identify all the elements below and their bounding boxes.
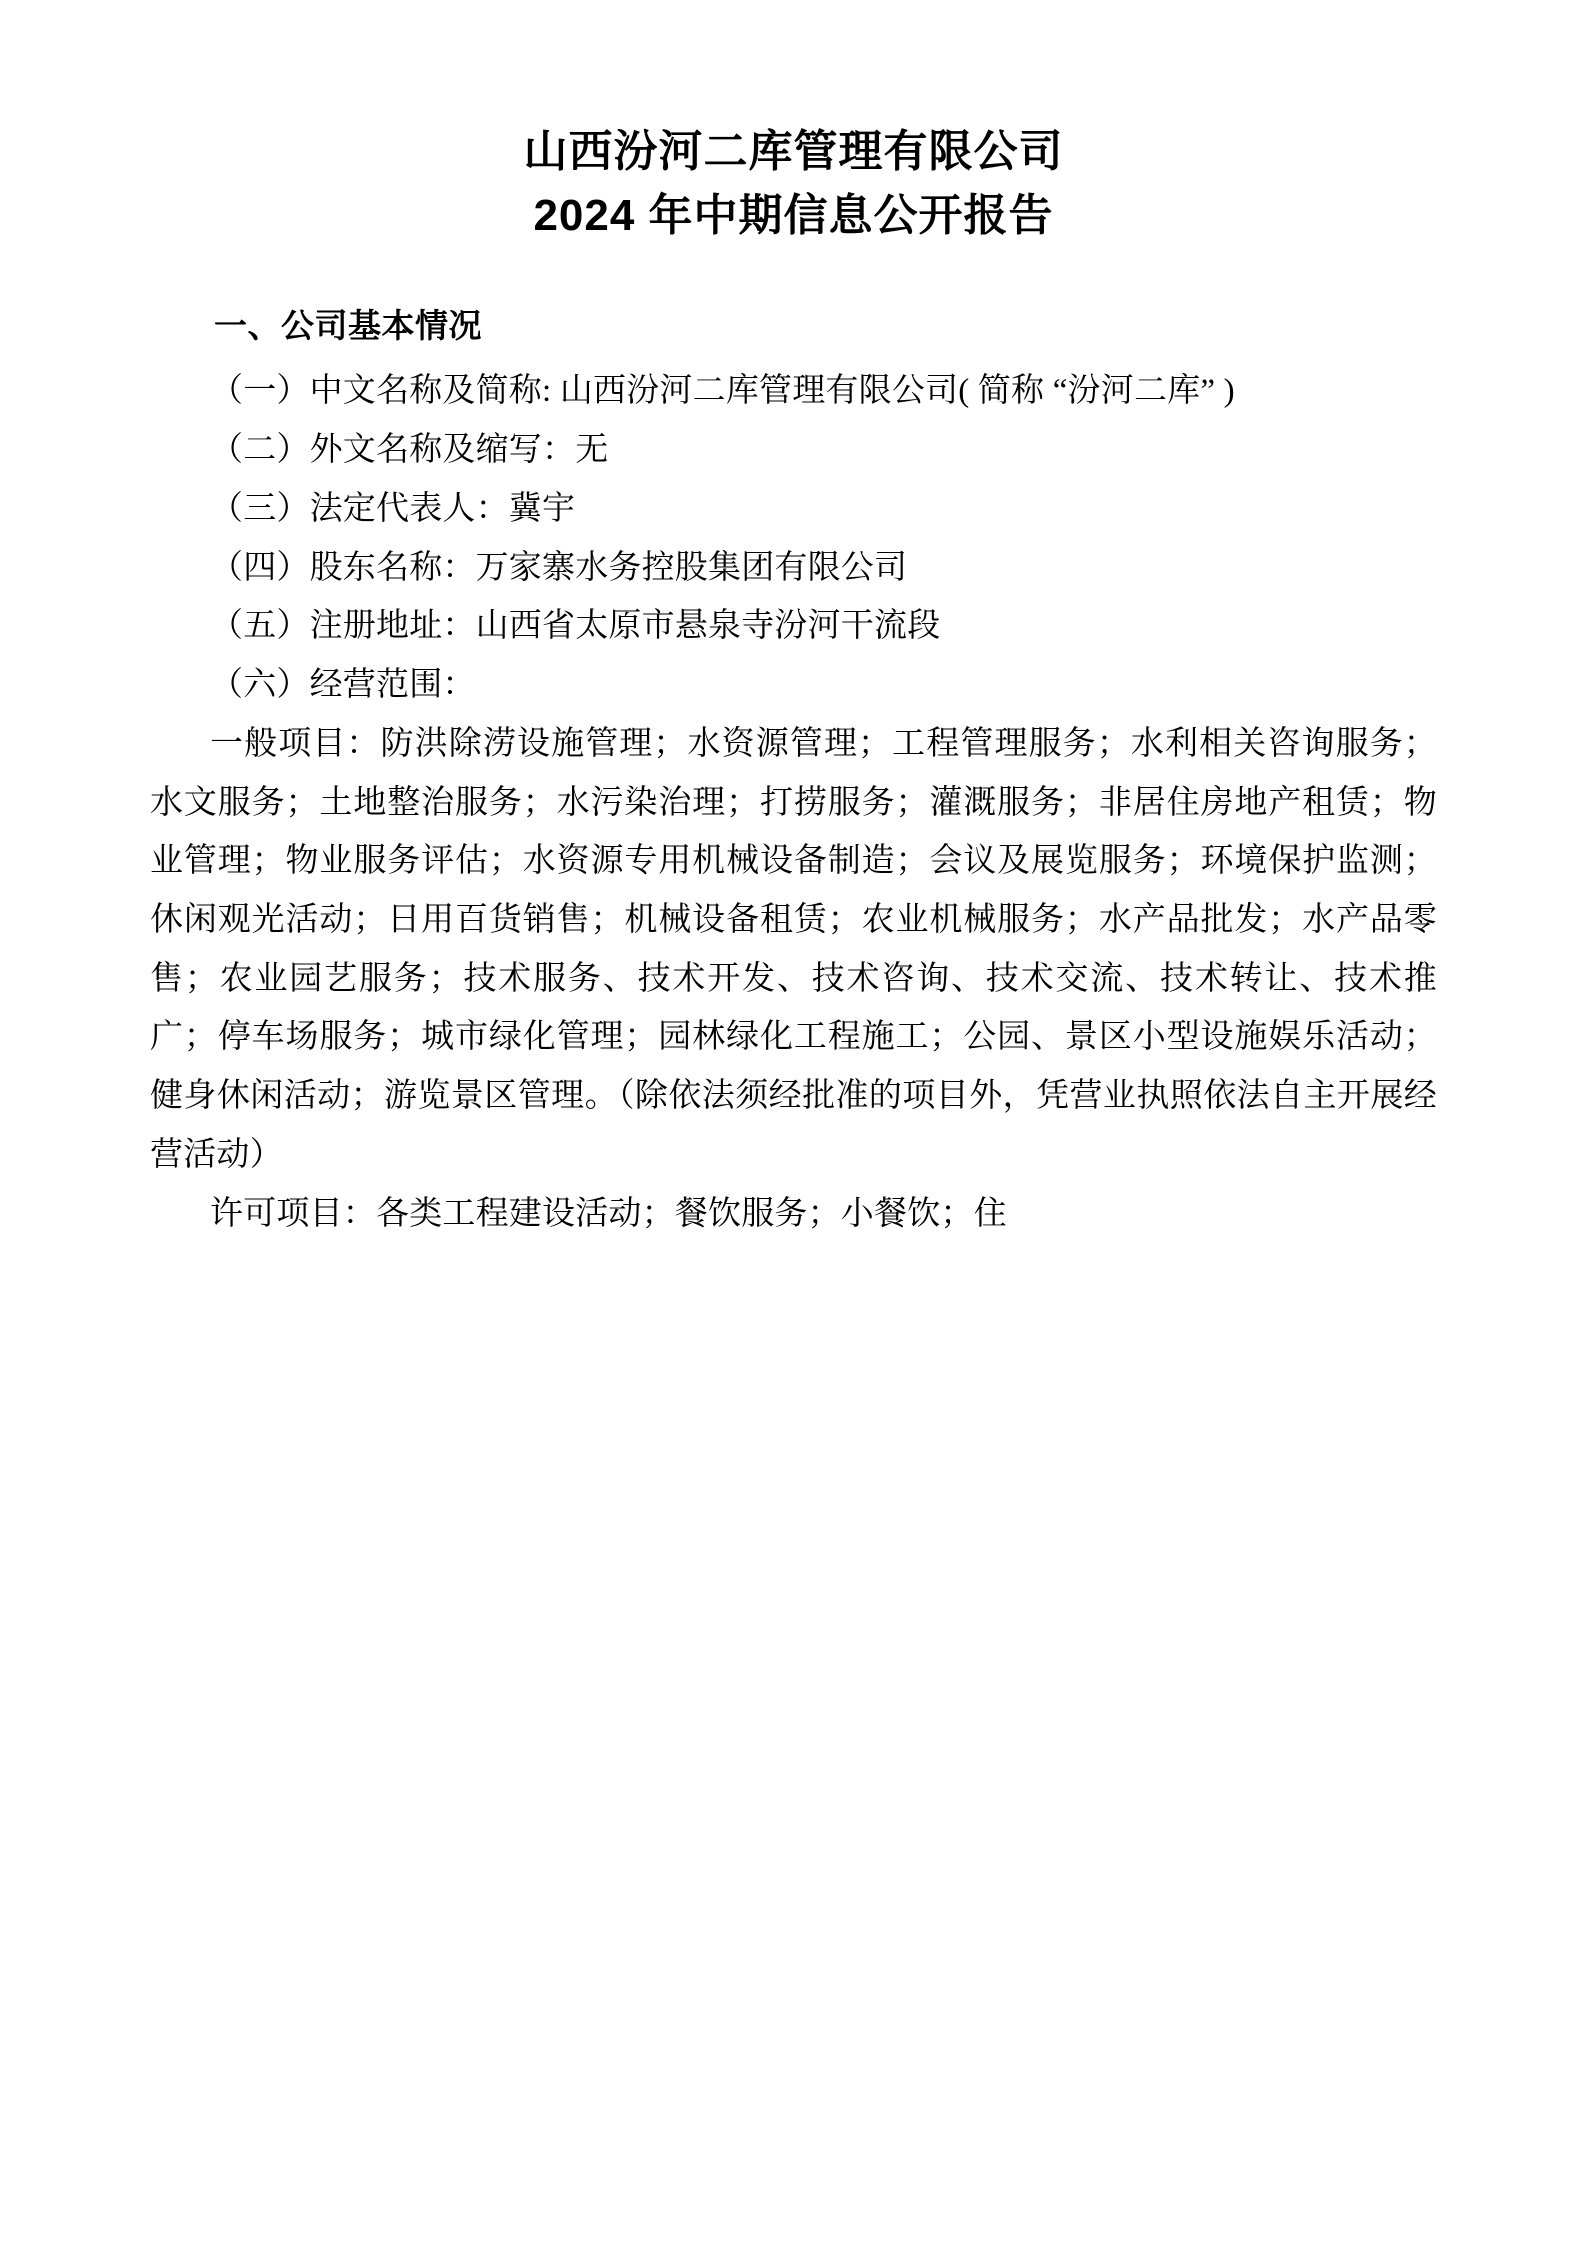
paragraph-business-scope-label: （六）经营范围：: [210, 667, 476, 704]
section-heading-company-basics: 一、公司基本情况: [214, 306, 482, 344]
paragraph-foreign-name: （二）外文名称及缩写：无: [210, 432, 609, 469]
paragraph-chinese-name: （一）中文名称及简称: 山西汾河二库管理有限公司( 简称 “汾河二库” ): [210, 373, 1235, 410]
page-title: [150, 120, 1437, 248]
page-title-line-2: 2024 年中期信息公开报告: [533, 190, 1054, 240]
paragraph-registered-address: （五）注册地址：山西省太原市悬泉寺汾河干流段: [210, 608, 941, 645]
paragraph-legal-representative: （三）法定代表人：冀宇: [210, 490, 576, 527]
paragraph-general-items: 一般项目：防洪除涝设施管理；水资源管理；工程管理服务；水利相关咨询服务；水文服务；土地整治服务；水污染治理；打捞服务；灌溉服务；非居住房地产租赁；物业管理；物业服务评估；水资源专用机械设备制造；会议及展览服务；环境保护监测；休闲观光活动；日用百货销售；机械设备租赁；农业机械服务；水产品批发；水产品零售；农业园艺服务；技术服务、技术开发、技术咨询、技术交流、技术转让、技术推广；停车场服务；城市绿化管理；园林绿化工程施工；公园、景区小型设施娱乐活动；健身休闲活动；游览景区管理。（除依法须经批准的项目外，凭营业执照依法自主开展经营活动）: [150, 725, 1437, 1173]
paragraph-shareholder-name: （四）股东名称：万家寨水务控股集团有限公司: [210, 549, 908, 586]
paragraph-licensed-items: 许可项目：各类工程建设活动；餐饮服务；小餐饮；住: [210, 1195, 1007, 1232]
page-title-line-1: 山西汾河二库管理有限公司: [523, 127, 1064, 176]
